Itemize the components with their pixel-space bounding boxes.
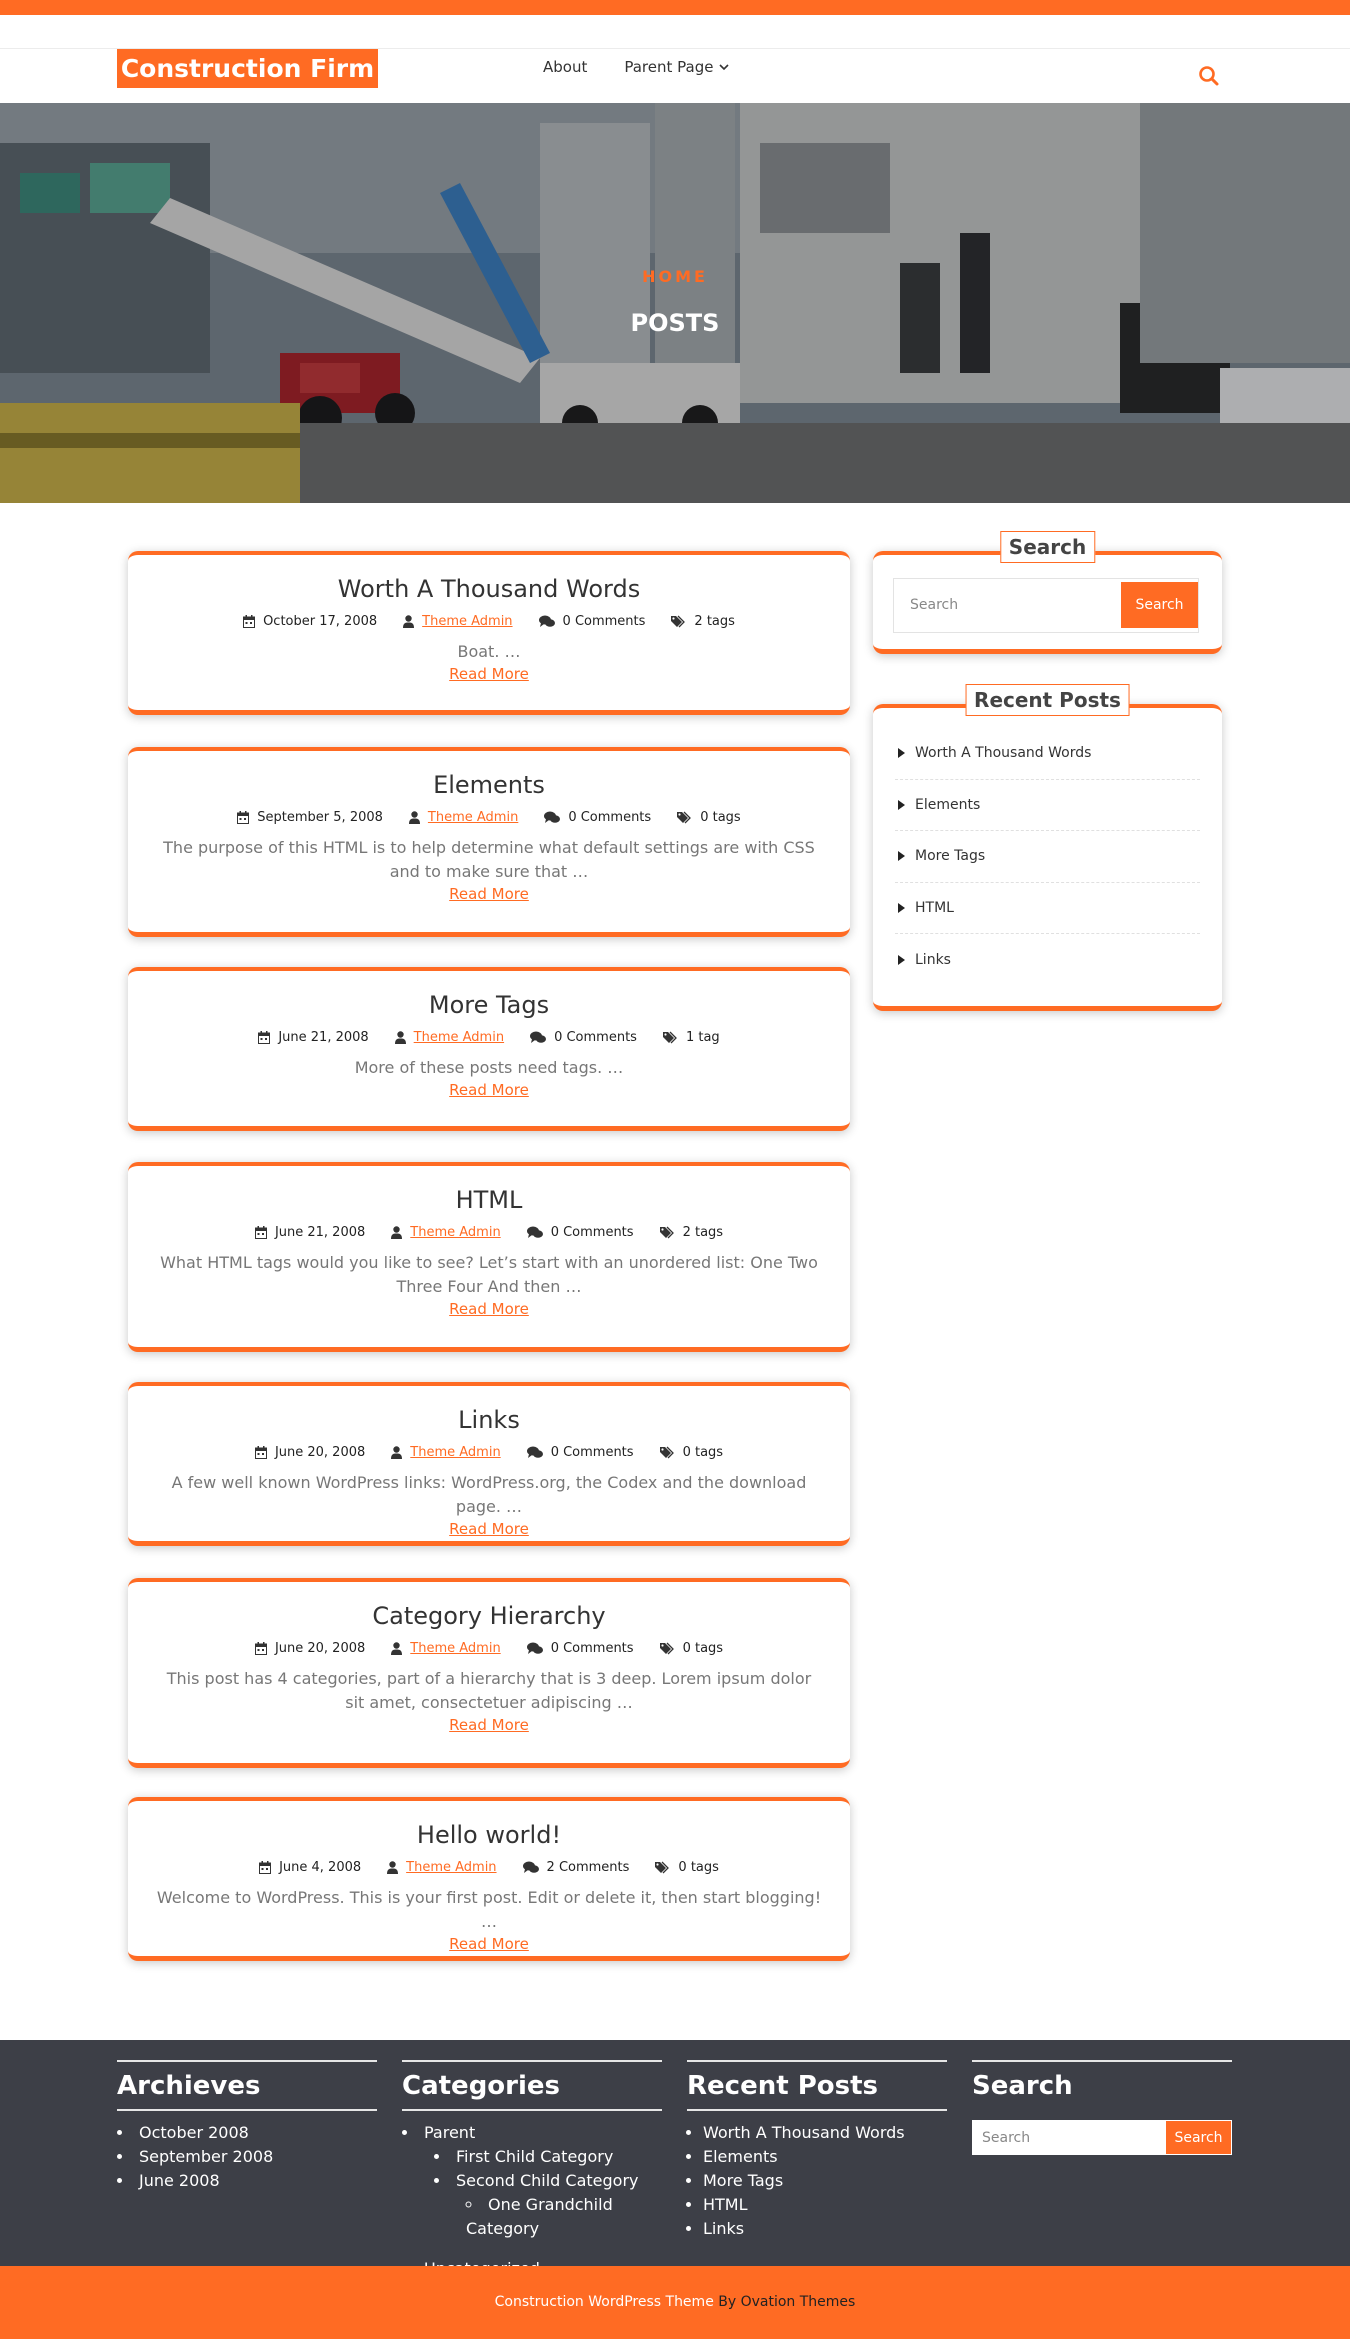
footer-archives: [117, 2060, 377, 2193]
post-excerpt: A few well known WordPress links: WordPress.org, the Codex and the download page. …: [171, 1473, 807, 1516]
post-comments: 0 Comments: [550, 1445, 634, 1460]
comments-icon: [527, 1446, 543, 1459]
category-link[interactable]: Second Child Category: [456, 2171, 639, 2190]
footer-heading: Archieves: [117, 2071, 261, 2101]
recent-post-link[interactable]: • Links: [703, 2217, 947, 2241]
post-excerpt: What HTML tags would you like to see? Let’s start with an unordered list: One Two Three Four And then …: [160, 1253, 818, 1296]
post-author-link[interactable]: Theme Admin: [406, 1860, 497, 1875]
post-author-link[interactable]: Theme Admin: [427, 810, 519, 825]
post-meta: [128, 1445, 850, 1460]
post-excerpt: Welcome to WordPress. This is your first post. Edit or delete it, then start blogging! …: [156, 1888, 822, 1931]
category-item: [402, 2121, 662, 2241]
caret-right-icon: [898, 748, 905, 758]
post-card: [128, 747, 850, 937]
post-excerpt: The purpose of this HTML is to help determine what default settings are with CSS and to make sure that …: [163, 838, 815, 881]
list-item[interactable]: [895, 831, 1200, 883]
user-icon: [403, 615, 414, 628]
category-link[interactable]: • First Child Category: [434, 2145, 662, 2169]
post-date: June 21, 2008: [274, 1225, 366, 1240]
search-form: [893, 578, 1199, 633]
post-title[interactable]: Links: [458, 1406, 520, 1434]
read-more-link[interactable]: Read More: [449, 1081, 529, 1099]
comments-icon: [527, 1642, 543, 1655]
divider: [402, 2109, 662, 2111]
footer-categories: [402, 2060, 662, 2281]
footer-heading: Recent Posts: [687, 2071, 878, 2101]
read-more-link[interactable]: Read More: [449, 665, 529, 683]
post-author-link[interactable]: Theme Admin: [413, 1030, 505, 1045]
list-item[interactable]: [895, 780, 1200, 832]
post-meta: [128, 1030, 850, 1045]
site-footer: [0, 2040, 1350, 2266]
divider: [687, 2109, 947, 2111]
nav-item-label: Parent Page: [624, 58, 714, 76]
divider: [402, 2060, 662, 2062]
hero-banner: [0, 103, 1350, 503]
caret-right-icon: [898, 903, 905, 913]
copyright-bar: [0, 2266, 1350, 2339]
tags-icon: [663, 1031, 678, 1044]
calendar-icon: [237, 811, 249, 824]
category-item: [434, 2169, 662, 2241]
post-title[interactable]: More Tags: [428, 991, 550, 1019]
post-author-link[interactable]: Theme Admin: [410, 1225, 501, 1240]
post-meta: [128, 614, 850, 629]
post-excerpt: Boat. …: [457, 642, 521, 661]
post-comments: 2 Comments: [546, 1860, 630, 1875]
post-date: October 17, 2008: [263, 614, 378, 629]
read-more-link[interactable]: Read More: [449, 1520, 529, 1538]
theme-author: By Ovation Themes: [718, 2294, 856, 2310]
comments-icon: [544, 811, 560, 824]
post-title[interactable]: Category Hierarchy: [372, 1602, 606, 1630]
top-accent-bar: [0, 0, 1350, 15]
comments-icon: [530, 1031, 546, 1044]
search-widget: [873, 535, 1222, 654]
recent-post-link[interactable]: • More Tags: [703, 2169, 947, 2193]
chevron-down-icon: [719, 64, 729, 71]
tags-icon: [677, 811, 692, 824]
post-date: September 5, 2008: [257, 810, 383, 825]
post-tags: 0 tags: [682, 1641, 724, 1656]
comments-icon: [539, 615, 555, 628]
post-date: June 20, 2008: [274, 1445, 366, 1460]
divider: [687, 2060, 947, 2062]
calendar-icon: [259, 1861, 271, 1874]
post-excerpt: This post has 4 categories, part of a hierarchy that is 3 deep. Lorem ipsum dolor sit amet, consectetuer adipiscing …: [166, 1669, 812, 1712]
footer-search: [972, 2060, 1232, 2146]
site-logo[interactable]: Construction Firm: [117, 49, 378, 88]
archives-list: [117, 2121, 377, 2193]
read-more-link[interactable]: Read More: [449, 1935, 529, 1953]
post-card: [128, 967, 850, 1131]
category-link[interactable]: Parent: [424, 2123, 476, 2142]
post-tags: 2 tags: [694, 614, 735, 629]
post-date: June 20, 2008: [274, 1641, 366, 1656]
user-icon: [391, 1226, 402, 1239]
recent-posts-list: [687, 2121, 947, 2241]
post-title[interactable]: HTML: [455, 1186, 523, 1214]
post-author-link[interactable]: Theme Admin: [422, 614, 513, 629]
calendar-icon: [255, 1226, 267, 1239]
breadcrumb[interactable]: HOME: [642, 267, 708, 286]
tags-icon: [660, 1642, 675, 1655]
caret-right-icon: [898, 851, 905, 861]
post-author-link[interactable]: Theme Admin: [410, 1445, 501, 1460]
calendar-icon: [243, 615, 255, 628]
calendar-icon: [255, 1446, 267, 1459]
post-comments: 0 Comments: [550, 1641, 634, 1656]
post-excerpt: More of these posts need tags. …: [354, 1058, 624, 1077]
read-more-link[interactable]: Read More: [449, 885, 529, 903]
footer-heading: Categories: [402, 2071, 561, 2101]
hero-overlay: [0, 103, 1350, 503]
list-item[interactable]: [895, 934, 1200, 986]
tags-icon: [660, 1226, 675, 1239]
tags-icon: [660, 1446, 675, 1459]
post-card: [128, 1162, 850, 1352]
post-card: [128, 1578, 850, 1768]
post-title[interactable]: Hello world!: [416, 1821, 562, 1849]
recent-post-link[interactable]: Worth A Thousand Words: [915, 745, 1092, 762]
nav-item-parent-page[interactable]: [624, 58, 729, 76]
user-icon: [409, 811, 420, 824]
calendar-icon: [255, 1642, 267, 1655]
post-title[interactable]: Elements: [433, 771, 545, 799]
search-input[interactable]: [896, 581, 1116, 628]
theme-link[interactable]: Construction WordPress Theme: [494, 2294, 714, 2310]
read-more-link[interactable]: Read More: [449, 1716, 529, 1734]
page-title: POSTS: [630, 309, 720, 337]
caret-right-icon: [898, 800, 905, 810]
post-meta: [128, 1860, 850, 1875]
recent-post-link[interactable]: • Worth A Thousand Words: [703, 2121, 947, 2145]
footer-search-button[interactable]: Search: [1165, 2120, 1232, 2155]
post-card: [128, 1797, 850, 1961]
post-tags: 1 tag: [685, 1030, 720, 1045]
post-meta: [128, 1225, 850, 1240]
post-comments: 0 Comments: [550, 1225, 634, 1240]
post-meta: [128, 1641, 850, 1656]
search-button[interactable]: Search: [1121, 582, 1198, 628]
user-icon: [391, 1642, 402, 1655]
footer-recent-posts: [687, 2060, 947, 2241]
user-icon: [395, 1031, 406, 1044]
recent-posts-widget: [873, 688, 1222, 1011]
comments-icon: [527, 1226, 543, 1239]
divider: [117, 2109, 377, 2111]
user-icon: [391, 1446, 402, 1459]
archive-link[interactable]: • October 2008: [117, 2121, 377, 2145]
widget-title: Search: [1000, 531, 1095, 563]
post-comments: 0 Comments: [562, 614, 646, 629]
categories-list: [402, 2121, 662, 2281]
tags-icon: [671, 615, 686, 628]
post-tags: 0 tags: [700, 810, 741, 825]
caret-right-icon: [898, 955, 905, 965]
search-icon[interactable]: [1196, 63, 1222, 89]
list-item[interactable]: [895, 728, 1200, 780]
post-date: June 21, 2008: [278, 1030, 369, 1045]
post-tags: 0 tags: [682, 1445, 724, 1460]
post-comments: 0 Comments: [554, 1030, 637, 1045]
divider: [972, 2060, 1232, 2062]
comments-icon: [523, 1861, 539, 1874]
archive-link[interactable]: • June 2008: [117, 2169, 377, 2193]
post-tags: 2 tags: [682, 1225, 724, 1240]
recent-post-link[interactable]: More Tags: [915, 848, 986, 865]
recent-posts-list: [873, 708, 1222, 986]
nav-item-about[interactable]: About: [543, 58, 588, 76]
subcategory-list: [434, 2193, 662, 2241]
subcategory-list: [402, 2145, 662, 2241]
post-author-link[interactable]: Theme Admin: [410, 1641, 501, 1656]
user-icon: [387, 1861, 398, 1874]
category-link[interactable]: ◦ One Grandchild Category: [466, 2193, 662, 2241]
main-nav: [543, 58, 766, 76]
recent-post-link[interactable]: • Elements: [703, 2145, 947, 2169]
archive-link[interactable]: • September 2008: [117, 2145, 377, 2169]
post-meta: [128, 810, 850, 825]
recent-post-link[interactable]: HTML: [915, 899, 954, 916]
recent-post-link[interactable]: Elements: [915, 796, 981, 813]
post-card: [128, 551, 850, 715]
footer-search-input[interactable]: [972, 2120, 1165, 2155]
post-date: June 4, 2008: [279, 1860, 362, 1875]
post-card: [128, 1382, 850, 1546]
post-comments: 0 Comments: [568, 810, 652, 825]
post-title[interactable]: Worth A Thousand Words: [337, 575, 641, 603]
site-header: [0, 49, 1350, 103]
widget-title: Recent Posts: [965, 684, 1130, 716]
divider: [117, 2060, 377, 2062]
calendar-icon: [258, 1031, 270, 1044]
recent-post-link[interactable]: Links: [915, 951, 951, 968]
recent-post-link[interactable]: • HTML: [703, 2193, 947, 2217]
read-more-link[interactable]: Read More: [449, 1300, 529, 1318]
list-item[interactable]: [895, 883, 1200, 935]
tags-icon: [655, 1861, 670, 1874]
footer-search-form: [972, 2120, 1232, 2155]
footer-heading: Search: [972, 2071, 1073, 2101]
post-tags: 0 tags: [678, 1860, 719, 1875]
